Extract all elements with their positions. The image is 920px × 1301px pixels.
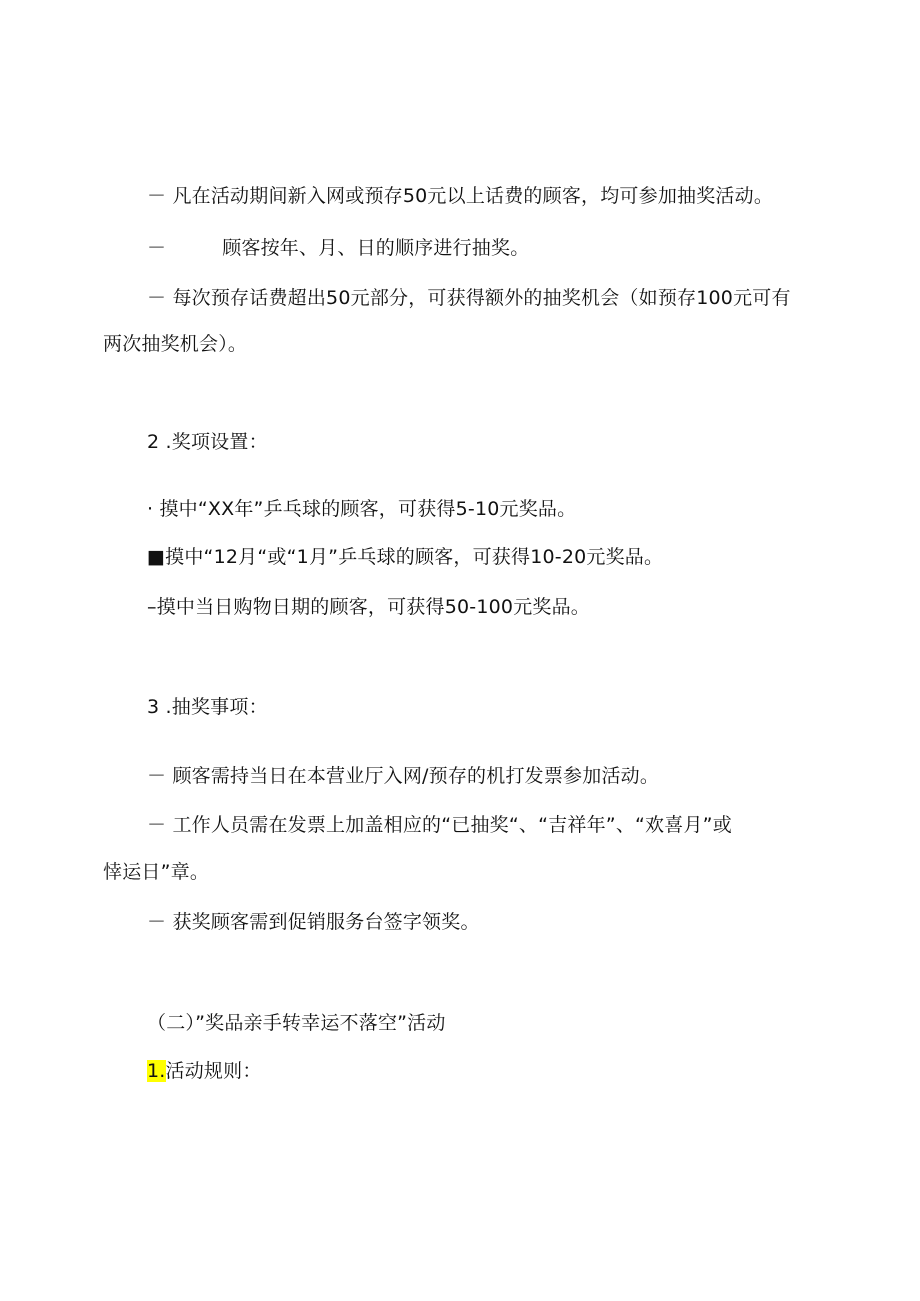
rule-line-2-text: 顾客按年、月、日的顺序进行抽奖。 [222,237,530,259]
rule-line-1: － 凡在活动期间新入网或预存50元以上话费的顾客，均可参加抽奖活动。 [147,185,774,207]
note-item-2: － 工作人员需在发票上加盖相应的“已抽奖“、“吉祥年”、“欢喜月”或 [147,814,732,836]
rule-line-3-continuation: 两次抽奖机会）。 [103,333,248,355]
highlighted-number: 1. [147,1060,166,1082]
rule-line-3: － 每次预存话费超出50元部分，可获得额外的抽奖机会（如预存100元可有 [147,287,791,309]
note-item-3: － 获奖顾客需到促销服务台签字领奖。 [147,911,480,933]
prize-item-1: · 摸中“XX年”乒乓球的顾客，可获得5-10元奖品。 [147,498,577,520]
note-item-2-continuation: 悻运日”章。 [103,861,210,883]
prize-item-2: ■摸中“12月“或“1月”乒乓球的顾客，可获得10-20元奖品。 [147,546,664,568]
note-item-1: － 顾客需持当日在本营业厅入网/预存的机打发票参加活动。 [147,765,660,787]
activity-2-rule-heading [147,1057,262,1085]
section-2-title: 2 .奖项设置： [147,431,268,453]
section-3-title: 3 .抽奖事项： [147,696,268,718]
rule-line-2 [147,234,529,262]
rule-line-2-prefix: － [147,237,167,259]
activity-2-rule-label: 活动规则： [165,1060,262,1082]
prize-item-3: –摸中当日购物日期的顾客，可获得50-100元奖品。 [147,596,590,618]
activity-2-title: （二）”奖品亲手转幸运不落空”活动 [147,1012,446,1034]
